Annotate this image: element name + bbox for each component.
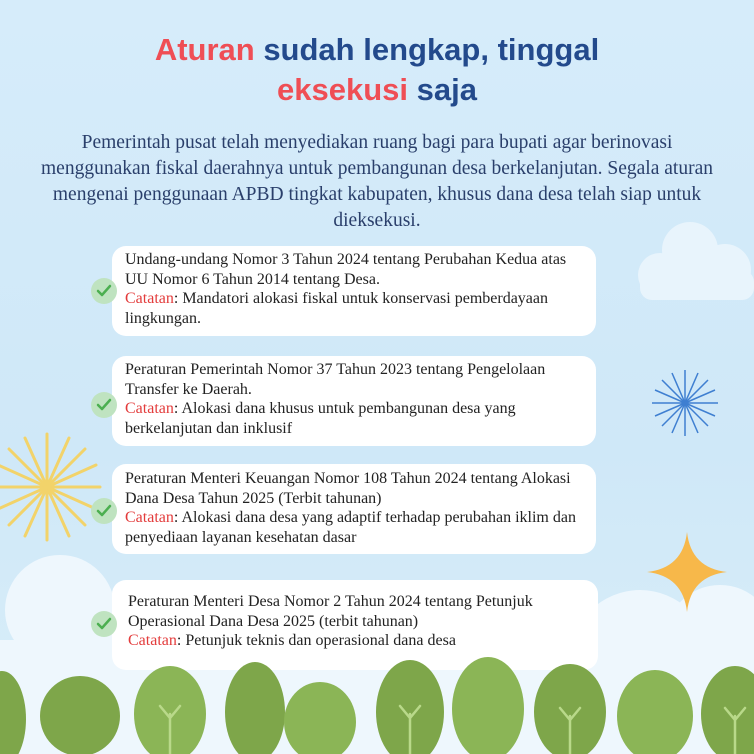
check-icon (91, 611, 117, 637)
regulation-title: Peraturan Menteri Desa Nomor 2 Tahun 2024 tentang Petunjuk Operasional Dana Desa 2025 (terbit tahunan) (128, 593, 533, 630)
regulation-title: Undang-undang Nomor 3 Tahun 2024 tentang Perubahan Kedua atas UU Nomor 6 Tahun 2014 tentang Desa. (125, 251, 567, 288)
check-icon (91, 392, 117, 418)
regulation-text (128, 592, 590, 651)
note-text: : Alokasi dana khusus untuk pembangunan desa yang berkelanjutan dan inklusif (125, 400, 516, 437)
blue-sparkle-icon (650, 368, 720, 438)
note-label: Catatan (125, 509, 174, 526)
regulation-text (125, 360, 585, 438)
regulation-title: Peraturan Pemerintah Nomor 37 Tahun 2023 tentang Pengelolaan Transfer ke Daerah. (125, 361, 546, 398)
yellow-sun-burst-icon (0, 432, 102, 542)
note-label: Catatan (125, 290, 174, 307)
orange-star-icon (645, 530, 729, 614)
check-icon (91, 498, 117, 524)
intro-paragraph: Pemerintah pusat telah menyediakan ruang bagi para bupati agar berinovasi menggunakan fiskal daerahnya untuk pembangunan desa berkelanjutan. Segala aturan mengenai penggunaan APBD tingkat kabupaten, khusus dana desa telah siap untuk dieksekusi. (41, 132, 713, 231)
page-title: Aturan sudah lengkap, tinggal eksekusi saja (154, 32, 600, 107)
note-label: Catatan (128, 632, 177, 649)
trees-illustration (0, 644, 754, 754)
regulation-text (125, 250, 585, 328)
note-label: Catatan (125, 400, 174, 417)
regulation-title: Peraturan Menteri Keuangan Nomor 108 Tahun 2024 tentang Alokasi Dana Desa Tahun 2025 (Terbit tahunan) (125, 470, 571, 507)
note-text: : Mandatori alokasi fiskal untuk konservasi pemberdayaan lingkungan. (125, 290, 548, 327)
regulation-text (125, 469, 593, 547)
note-text: : Petunjuk teknis dan operasional dana desa (176, 632, 456, 649)
check-icon (91, 278, 117, 304)
note-text: : Alokasi dana desa yang adaptif terhadap perubahan iklim dan penyediaan layanan kesehatan dasar (125, 509, 576, 546)
